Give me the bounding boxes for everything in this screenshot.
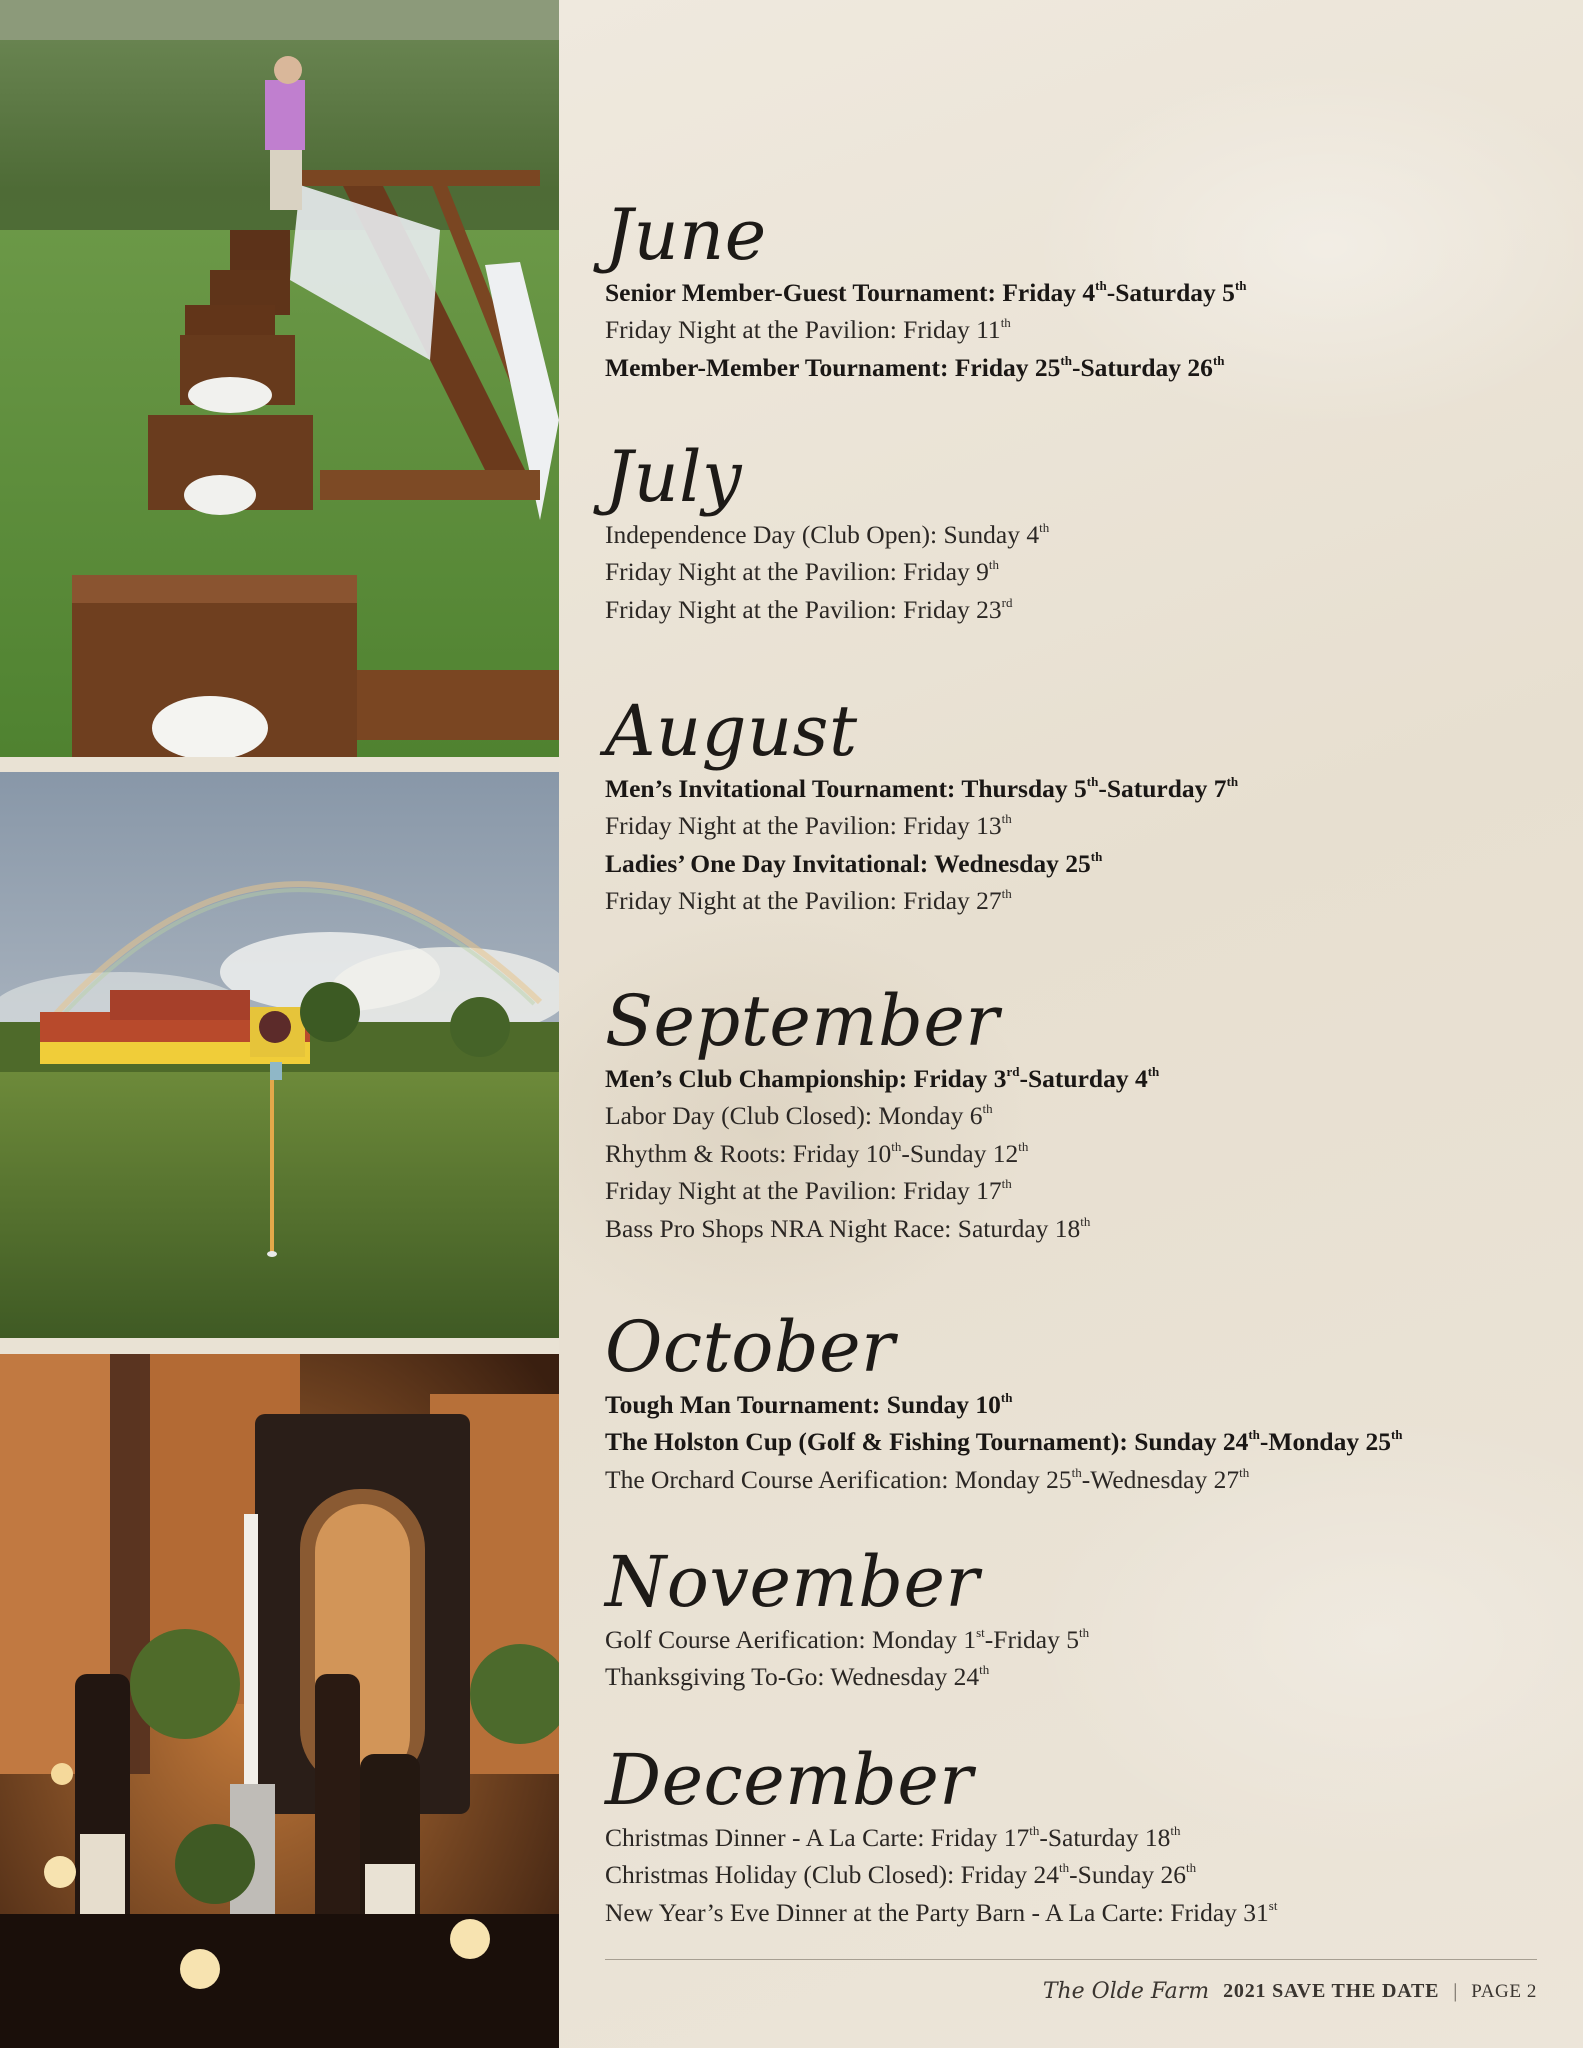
ordinal-suffix: th [988,557,1000,573]
ordinal-suffix: rd [1006,1064,1020,1079]
event-item [605,1658,1089,1695]
month-section-december [605,1739,1278,1931]
ordinal-suffix: th [1239,1464,1250,1480]
golf-range-photo [0,0,559,757]
event-text: New Year’s Eve Dinner at the Party Barn - A La Carte: Friday 31 [605,1897,1269,1927]
event-text: Friday Night at the Pavilion: Friday 13 [605,811,1002,841]
lantern-wine-photo [0,1354,559,2048]
event-text: -Saturday 4 [1019,1064,1148,1093]
event-text: Independence Day (Club Open): Sunday 4 [605,520,1040,549]
schedule-panel [559,0,1583,2048]
event-item [605,1621,1089,1658]
ordinal-suffix: th [1071,1464,1082,1480]
event-item [605,845,1238,882]
event-text: Thanksgiving To-Go: Wednesday 24 [605,1662,980,1692]
event-item [605,1060,1159,1097]
event-item [605,770,1238,807]
event-item [605,807,1238,844]
event-text: -Sunday 26 [1069,1860,1187,1890]
footer-separator: | [1453,1980,1458,2002]
event-text: -Monday 25 [1259,1427,1391,1457]
ordinal-suffix: th [1248,1427,1260,1443]
footer-divider [605,1959,1537,1960]
event-item [605,1894,1277,1931]
event-text: Member-Member Tournament: Friday 25 [605,352,1061,382]
event-item [605,1210,1159,1247]
event-text: Friday Night at the Pavilion: Friday 9 [605,557,989,587]
month-title: June [605,194,767,276]
ordinal-suffix: th [1001,1176,1012,1192]
event-text: Golf Course Aerification: Monday 1 [605,1625,977,1654]
ordinal-suffix: th [1078,1625,1090,1640]
ordinal-suffix: th [1080,1213,1091,1229]
ordinal-suffix: th [1001,811,1012,827]
ordinal-suffix: th [1060,352,1072,368]
month-title: August [605,690,858,772]
ordinal-suffix: th [1390,1427,1403,1443]
event-text: -Saturday 7 [1098,774,1227,803]
event-text: -Sunday 12 [901,1138,1019,1168]
ordinal-suffix: th [1147,1064,1160,1079]
ordinal-suffix: th [1086,774,1099,789]
ordinal-suffix: th [1029,1823,1040,1838]
event-text: -Saturday 26 [1071,352,1213,382]
ordinal-suffix: rd [1001,594,1013,610]
ordinal-suffix: th [1234,278,1247,293]
ordinal-suffix: th [1000,1390,1013,1405]
month-title: November [605,1541,980,1623]
month-title: July [605,436,743,518]
event-text: Rhythm & Roots: Friday 10 [605,1138,892,1168]
ordinal-suffix: th [979,1662,990,1678]
event-item [605,1386,1403,1423]
ordinal-suffix: st [976,1625,985,1640]
event-item [605,1819,1277,1856]
ordinal-suffix: th [1186,1860,1197,1876]
event-item [605,1461,1403,1498]
event-item [605,1423,1403,1460]
event-text: Senior Member-Guest Tournament: Friday 4 [605,278,1096,307]
ordinal-suffix: th [1226,774,1239,789]
event-text: -Saturday 5 [1106,278,1235,307]
event-text: Friday Night at the Pavilion: Friday 27 [605,886,1002,916]
event-text: Men’s Club Championship: Friday 3 [605,1064,1007,1093]
ordinal-suffix: th [1018,1138,1029,1154]
ordinal-suffix: th [891,1138,902,1154]
event-text: The Orchard Course Aerification: Monday 25 [605,1464,1072,1494]
event-text: Friday Night at the Pavilion: Friday 23 [605,594,1002,624]
photo-column [0,0,559,2048]
event-text: Labor Day (Club Closed): Monday 6 [605,1101,983,1131]
event-item [605,274,1247,311]
month-section-october [605,1306,1403,1498]
event-item [605,311,1247,348]
event-item [605,516,1049,553]
month-section-august [605,690,1239,920]
event-text: Tough Man Tournament: Sunday 10 [605,1390,1001,1419]
ordinal-suffix: th [1000,315,1011,331]
olde-farm-logo: The Olde Farm [1042,1978,1210,2004]
ordinal-suffix: th [1039,520,1050,535]
event-item [605,1856,1277,1893]
event-item [605,1097,1159,1134]
ordinal-suffix: th [1095,278,1107,293]
event-item [605,553,1049,590]
event-item [605,1172,1159,1209]
event-text: Men’s Invitational Tournament: Thursday 5 [605,774,1087,803]
ordinal-suffix: th [1059,1860,1070,1876]
event-text: Christmas Holiday (Club Closed): Friday 24 [605,1860,1060,1890]
event-text: Bass Pro Shops NRA Night Race: Saturday 18 [605,1213,1081,1243]
ordinal-suffix: th [1212,352,1225,368]
month-title: October [605,1306,896,1388]
event-item [605,1135,1159,1172]
event-text: The Holston Cup (Golf & Fishing Tournament): Sunday 24 [605,1427,1249,1457]
ordinal-suffix: th [1170,1823,1181,1838]
month-section-june [605,194,1247,386]
event-text: -Wednesday 27 [1081,1464,1240,1494]
event-text: Ladies’ One Day Invitational: Wednesday 25 [605,848,1091,878]
page-number: PAGE 2 [1471,1980,1537,2002]
clubhouse-rainbow-photo [0,772,559,1338]
event-item [605,591,1049,628]
month-title: December [605,1739,974,1821]
ordinal-suffix: th [982,1101,993,1117]
ordinal-suffix: th [1090,848,1103,864]
event-text: -Saturday 18 [1039,1823,1171,1852]
page-footer [1043,1980,1537,2003]
footer-title: 2021 SAVE THE DATE [1223,1980,1440,2002]
event-item [605,882,1238,919]
event-text: -Friday 5 [984,1625,1079,1654]
ordinal-suffix: st [1268,1897,1278,1913]
ordinal-suffix: th [1001,886,1012,902]
month-title: September [605,980,1000,1062]
month-section-november [605,1541,1090,1696]
event-text: Friday Night at the Pavilion: Friday 11 [605,315,1001,345]
event-item [605,349,1247,386]
month-section-july [605,436,1050,628]
event-text: Friday Night at the Pavilion: Friday 17 [605,1176,1002,1206]
month-section-september [605,980,1160,1247]
event-text: Christmas Dinner - A La Carte: Friday 17 [605,1823,1030,1852]
